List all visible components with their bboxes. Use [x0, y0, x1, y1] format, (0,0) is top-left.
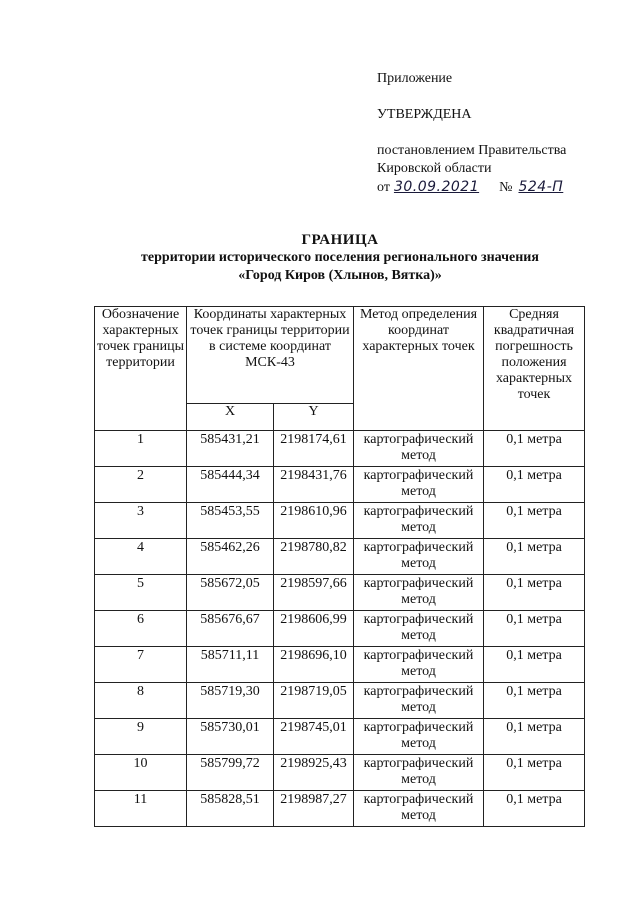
table-row: [95, 502, 585, 538]
method: картографический метод: [354, 718, 484, 754]
coord-y: 2198696,10: [274, 646, 354, 682]
table-row: [95, 790, 585, 826]
error: 0,1 метра: [484, 502, 585, 538]
method: картографический метод: [354, 538, 484, 574]
error: 0,1 метра: [484, 538, 585, 574]
table-row: [95, 682, 585, 718]
point-number: 9: [95, 718, 187, 754]
decree-line-1: постановлением Правительства: [377, 143, 567, 158]
error: 0,1 метра: [484, 646, 585, 682]
method: картографический метод: [354, 754, 484, 790]
decree-date-line: [377, 178, 627, 197]
coord-y: 2198719,05: [274, 682, 354, 718]
coord-x: 585672,05: [187, 574, 274, 610]
table-body: [95, 430, 585, 826]
coord-x: 585730,01: [187, 718, 274, 754]
table-row: [95, 466, 585, 502]
point-number: 3: [95, 502, 187, 538]
decree-number: 524-П: [518, 179, 564, 195]
coordinates-table: [94, 306, 585, 827]
header-error: Средняя квадратичная погрешность положения характерных точек: [484, 307, 585, 404]
point-number: 6: [95, 610, 187, 646]
method: картографический метод: [354, 430, 484, 466]
approval-header: [377, 70, 627, 197]
table-row: [95, 430, 585, 466]
appendix-label: Приложение: [377, 71, 453, 86]
table-row: [95, 610, 585, 646]
error: 0,1 метра: [484, 574, 585, 610]
table-row: [95, 646, 585, 682]
point-number: 10: [95, 754, 187, 790]
coord-y: 2198174,61: [274, 430, 354, 466]
coord-x: 585711,11: [187, 646, 274, 682]
header-coordinates: Координаты характерных точек границы территории в системе координат МСК-43: [187, 307, 354, 404]
title-settlement-name: «Город Киров (Хлынов, Вятка)»: [238, 268, 442, 283]
error: 0,1 метра: [484, 754, 585, 790]
header-designation: Обозначение характерных точек границы территории: [95, 307, 187, 404]
coord-y: 2198780,82: [274, 538, 354, 574]
header-y: Y: [274, 403, 354, 430]
error: 0,1 метра: [484, 430, 585, 466]
title-subtitle: территории исторического поселения регионального значения: [141, 250, 539, 265]
table-row: [95, 718, 585, 754]
point-number: 4: [95, 538, 187, 574]
error: 0,1 метра: [484, 610, 585, 646]
method: картографический метод: [354, 502, 484, 538]
error: 0,1 метра: [484, 718, 585, 754]
coord-y: 2198606,99: [274, 610, 354, 646]
method: картографический метод: [354, 610, 484, 646]
coord-y: 2198610,96: [274, 502, 354, 538]
coord-x: 585799,72: [187, 754, 274, 790]
point-number: 1: [95, 430, 187, 466]
coord-x: 585431,21: [187, 430, 274, 466]
coord-y: 2198925,43: [274, 754, 354, 790]
coord-y: 2198987,27: [274, 790, 354, 826]
error: 0,1 метра: [484, 682, 585, 718]
coord-y: 2198745,01: [274, 718, 354, 754]
approved-label: УТВЕРЖДЕНА: [377, 107, 472, 122]
point-number: 5: [95, 574, 187, 610]
coord-x: 585676,67: [187, 610, 274, 646]
number-label: №: [499, 180, 513, 195]
decree-line-2: Кировской области: [377, 161, 492, 176]
method: картографический метод: [354, 646, 484, 682]
coord-y: 2198431,76: [274, 466, 354, 502]
method: картографический метод: [354, 466, 484, 502]
header-x: X: [187, 403, 274, 430]
point-number: 2: [95, 466, 187, 502]
document-title: [80, 231, 600, 285]
coord-x: 585719,30: [187, 682, 274, 718]
method: картографический метод: [354, 574, 484, 610]
table-row: [95, 574, 585, 610]
table-row: [95, 754, 585, 790]
table-row: [95, 538, 585, 574]
decree-date: 30.09.2021: [393, 179, 480, 195]
coord-x: 585444,34: [187, 466, 274, 502]
method: картографический метод: [354, 682, 484, 718]
point-number: 7: [95, 646, 187, 682]
title-main: ГРАНИЦА: [301, 232, 379, 248]
coord-x: 585828,51: [187, 790, 274, 826]
coord-x: 585453,55: [187, 502, 274, 538]
date-prefix: от: [377, 180, 390, 195]
point-number: 11: [95, 790, 187, 826]
error: 0,1 метра: [484, 790, 585, 826]
coord-x: 585462,26: [187, 538, 274, 574]
error: 0,1 метра: [484, 466, 585, 502]
coord-y: 2198597,66: [274, 574, 354, 610]
method: картографический метод: [354, 790, 484, 826]
header-method: Метод определения координат характерных точек: [354, 307, 484, 404]
point-number: 8: [95, 682, 187, 718]
